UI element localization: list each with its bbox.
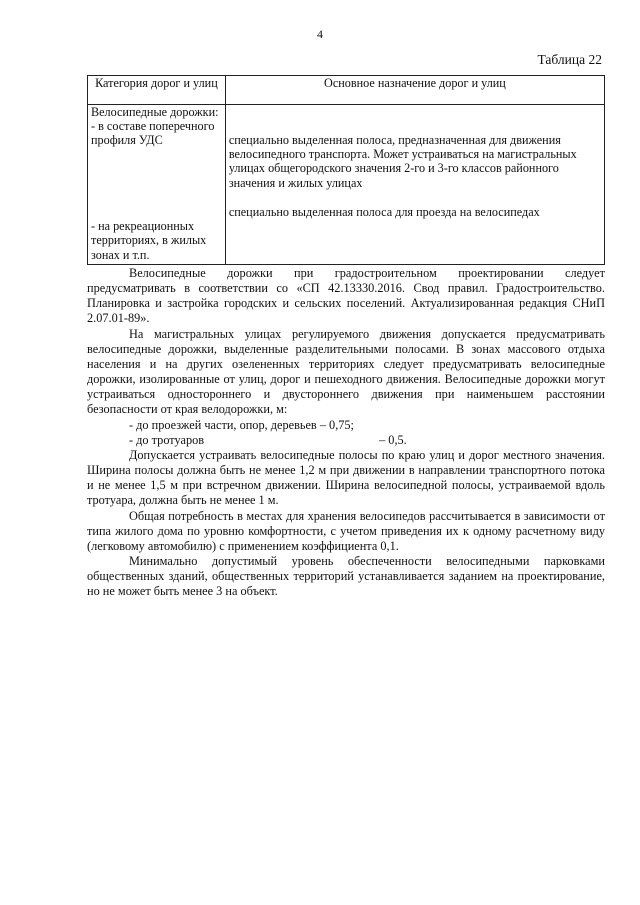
- category-profile-uds: - в составе поперечного профиля УДС: [91, 119, 215, 148]
- table-row: [88, 105, 605, 265]
- list-item: [87, 433, 605, 448]
- category-cell: [88, 105, 226, 265]
- column-header-purpose: Основное назначение дорог и улиц: [225, 76, 604, 105]
- paragraph: Велосипедные дорожки при градостроительном проектировании следует предусматривать в соответствии со «СП 42.13330.2016. Свод правил. Градостроительство. Планировка и застройка городских и сельских поселений. Актуализированная редакция СНиП 2.07.01-89».: [87, 266, 605, 326]
- table-label: Таблица 22: [537, 52, 602, 67]
- purpose-recreation: специально выделенная полоса для проезда на велосипедах: [228, 205, 540, 219]
- page-number: 4: [317, 27, 323, 41]
- paragraph: На магистральных улицах регулируемого движения допускается предусматривать велосипедные дорожки, выделенные разделительными полосами. В зонах массового отдыха населения и на других озелененных территориях следует предусматривать велосипедные дорожки, изолированные от улиц, дорог и пешеходного движения. Велосипедные дорожки могут устраиваться одностороннего и двустороннего движения при наименьшем расстоянии безопасности от края велодорожки, м:: [87, 326, 605, 417]
- table-header-row: [88, 76, 605, 105]
- paragraph: Минимально допустимый уровень обеспеченности велосипедными парковками общественных зданий, общественных территорий устанавливается заданием на проектирование, но не может быть менее 3 на объект.: [87, 553, 605, 599]
- paragraph: Общая потребность в местах для хранения велосипедов рассчитывается в зависимости от типа жилого дома по уровню комфортности, с учетом приведения их к одному расчетному виду (легковому автомобилю) с применением коэффициента 0,1.: [87, 508, 605, 553]
- purpose-profile-uds: специально выделенная полоса, предназначенная для движения велосипедного транспорта. Может устраиваться на магистральных улицах общегородского значения 2-го и 3-го классов районного значения и жилых улицах: [228, 133, 577, 190]
- list-item-label: - до тротуаров: [129, 432, 205, 447]
- list-item: - до проезжей части, опор, деревьев – 0,75;: [129, 417, 354, 432]
- list-item-value: – 0,5.: [379, 432, 407, 447]
- body-text: [87, 266, 605, 599]
- paragraph: Допускается устраивать велосипедные полосы по краю улиц и дорог местного значения. Ширина полосы должна быть не менее 1,2 м при движении в направлении транспортного потока и не менее 1,5 м при встречном движении. Ширина велосипедной полосы, устраиваемой вдоль тротуара, должна быть не менее 1 м.: [87, 447, 605, 508]
- bicycle-paths-table: [87, 75, 605, 265]
- category-recreation: - на рекреационных территориях, в жилых зонах и т.п.: [91, 219, 207, 262]
- category-title: Велосипедные дорожки:: [91, 105, 219, 119]
- purpose-cell: [225, 105, 604, 265]
- column-header-category: Категория дорог и улиц: [88, 76, 226, 105]
